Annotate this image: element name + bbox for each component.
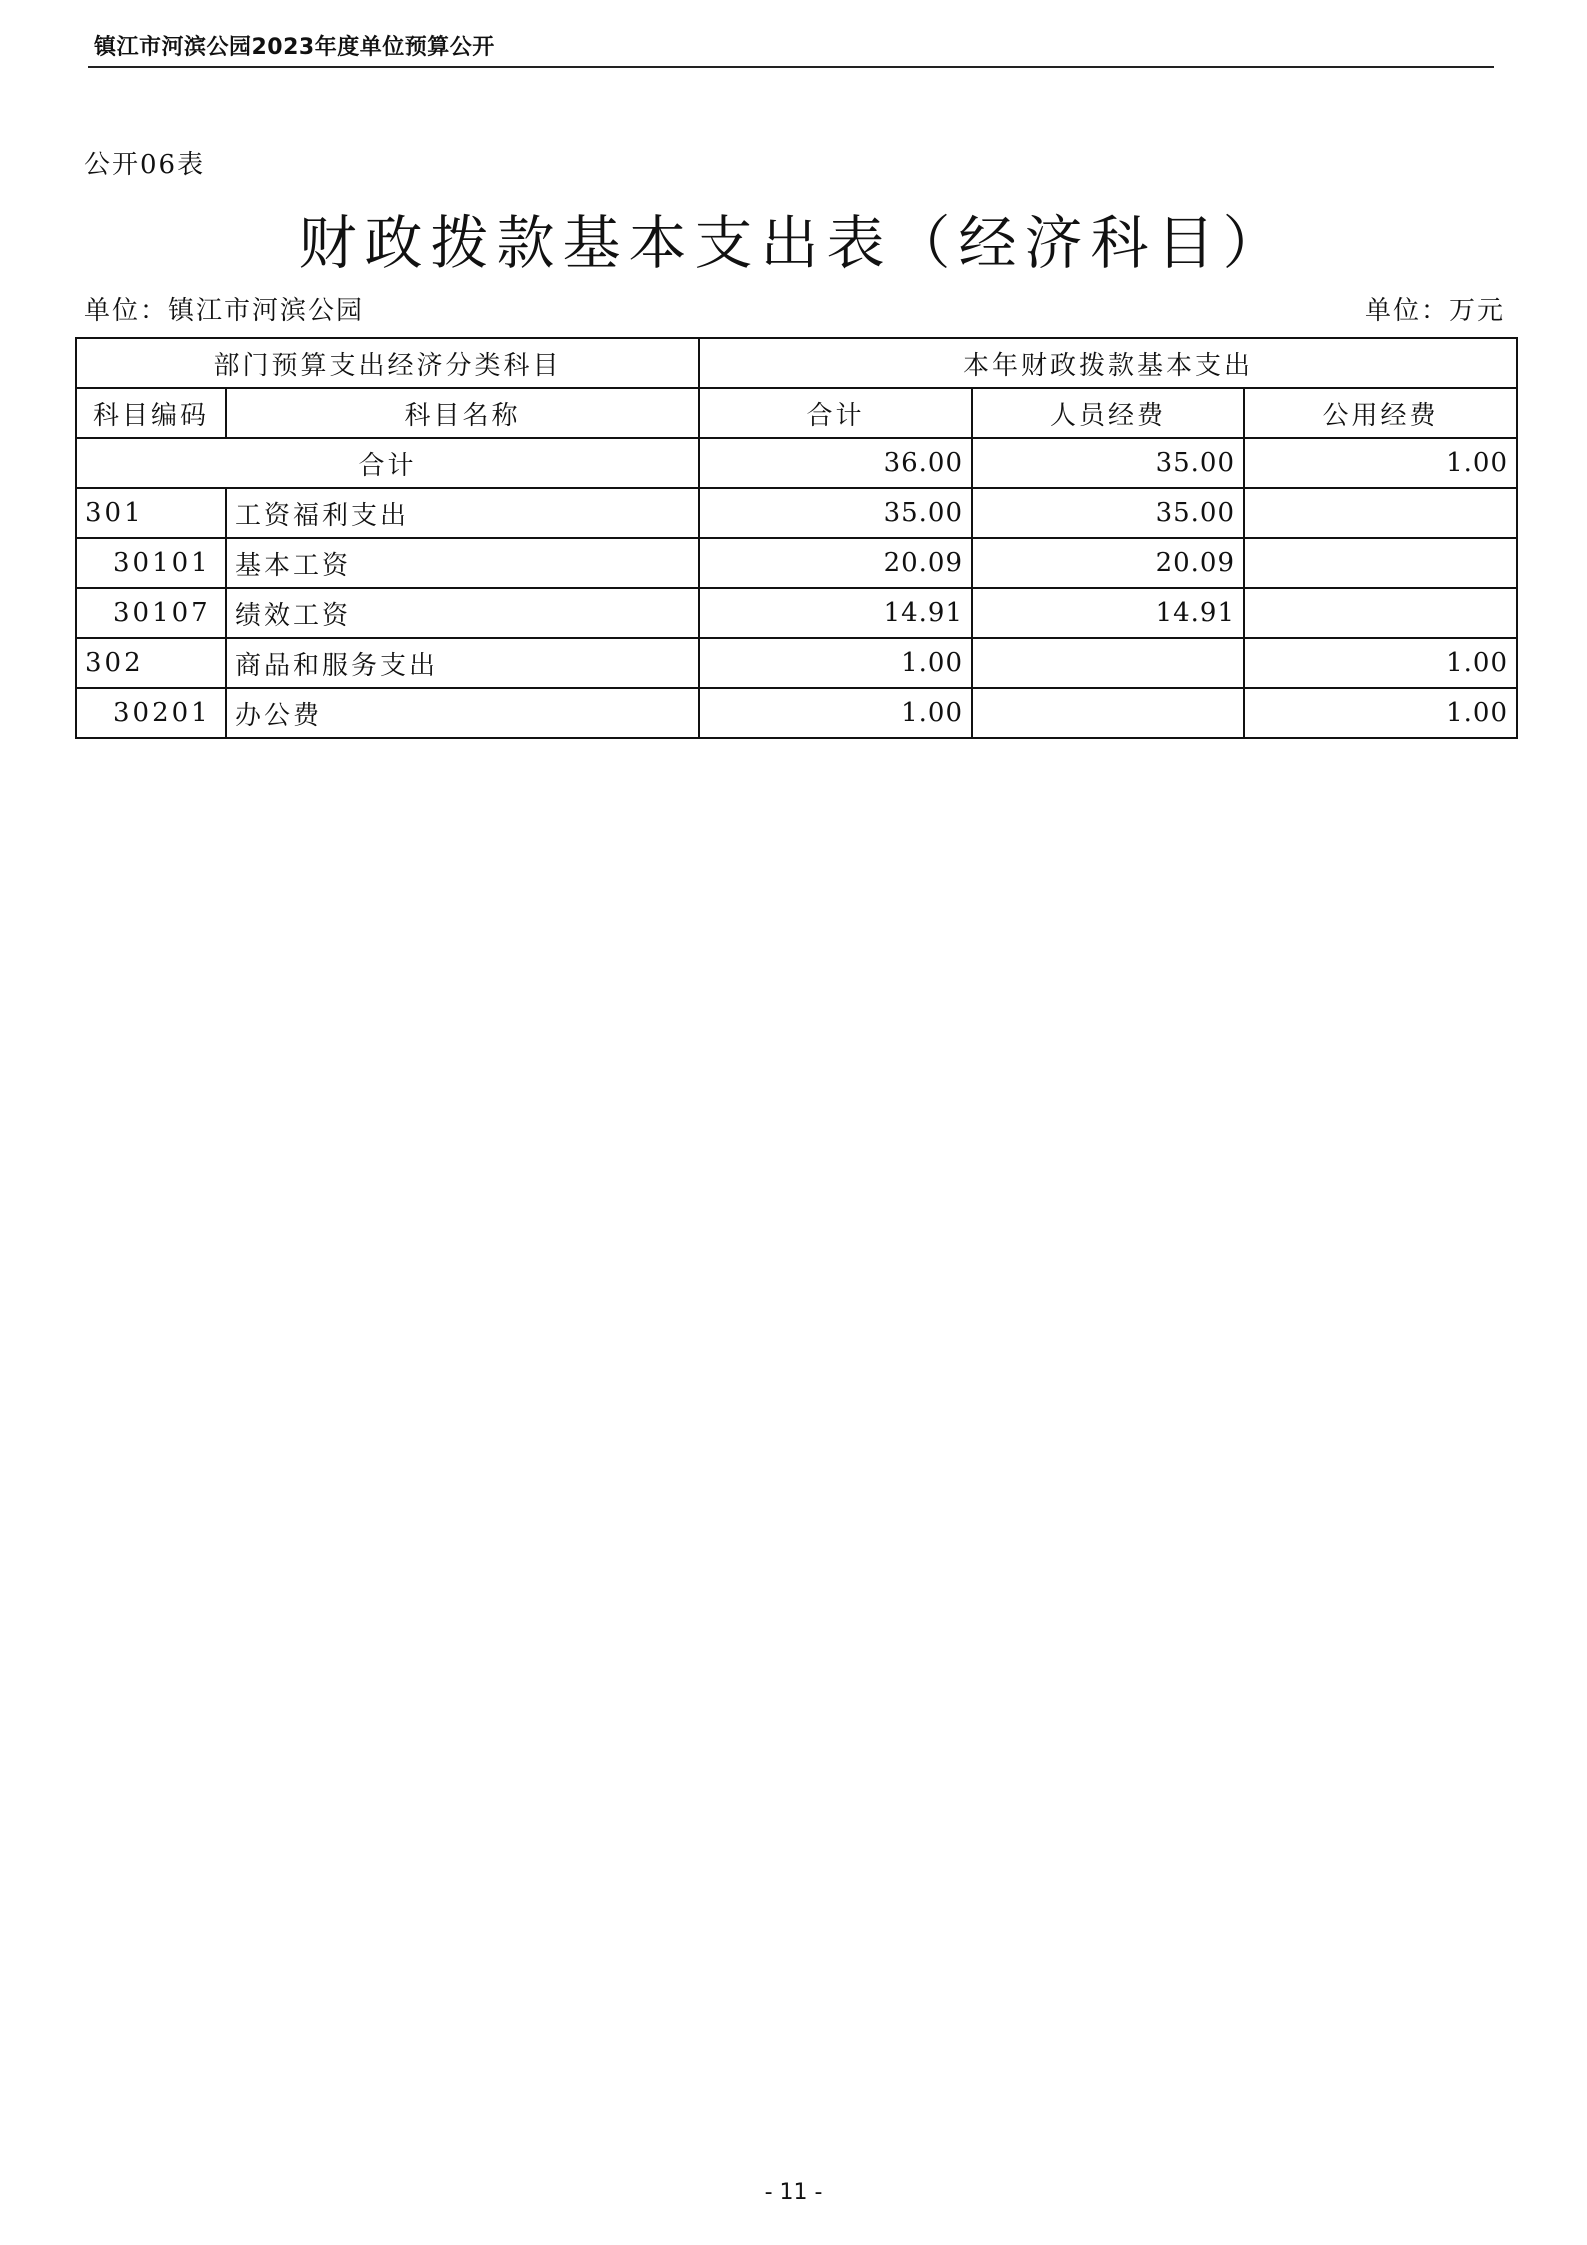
row-name: 绩效工资 <box>226 588 699 638</box>
currency-unit-label: 单位：万元 <box>1364 296 1505 326</box>
header-divider <box>88 66 1494 68</box>
row-public <box>1244 538 1517 588</box>
total-row-label: 合计 <box>76 438 699 488</box>
table-row <box>76 638 1517 688</box>
row-name: 办公费 <box>226 688 699 738</box>
table-column-header-row <box>76 388 1517 438</box>
table-row <box>76 538 1517 588</box>
row-personnel <box>972 688 1244 738</box>
table-code-label: 公开06表 <box>84 150 206 180</box>
group-header-classification: 部门预算支出经济分类科目 <box>76 338 699 388</box>
column-header-name: 科目名称 <box>226 388 699 438</box>
row-code: 301 <box>76 488 226 538</box>
group-header-basic-expenditure: 本年财政拨款基本支出 <box>699 338 1517 388</box>
total-row-public: 1.00 <box>1244 438 1517 488</box>
row-total: 1.00 <box>699 688 972 738</box>
table-row <box>76 588 1517 638</box>
row-total: 1.00 <box>699 638 972 688</box>
row-total: 35.00 <box>699 488 972 538</box>
document-title: 财政拨款基本支出表（经济科目） <box>298 209 1289 277</box>
row-total: 14.91 <box>699 588 972 638</box>
row-total: 20.09 <box>699 538 972 588</box>
table-row <box>76 488 1517 538</box>
column-header-code: 科目编码 <box>76 388 226 438</box>
table-row <box>76 688 1517 738</box>
column-header-public: 公用经费 <box>1244 388 1517 438</box>
row-personnel: 35.00 <box>972 488 1244 538</box>
row-code: 30201 <box>76 688 226 738</box>
total-row-personnel: 35.00 <box>972 438 1244 488</box>
organization-unit-label: 单位：镇江市河滨公园 <box>84 296 365 326</box>
row-code: 30101 <box>76 538 226 588</box>
row-code: 30107 <box>76 588 226 638</box>
total-row-total: 36.00 <box>699 438 972 488</box>
row-public <box>1244 588 1517 638</box>
row-name: 工资福利支出 <box>226 488 699 538</box>
row-personnel <box>972 638 1244 688</box>
row-public <box>1244 488 1517 538</box>
row-personnel: 14.91 <box>972 588 1244 638</box>
page-number: - 11 - <box>764 2180 823 2205</box>
row-code: 302 <box>76 638 226 688</box>
row-name: 基本工资 <box>226 538 699 588</box>
running-header-title: 镇江市河滨公园2023年度单位预算公开 <box>94 35 495 60</box>
row-personnel: 20.09 <box>972 538 1244 588</box>
budget-expenditure-table <box>75 337 1518 739</box>
column-header-personnel: 人员经费 <box>972 388 1244 438</box>
row-public: 1.00 <box>1244 688 1517 738</box>
table-group-header-row <box>76 338 1517 388</box>
row-name: 商品和服务支出 <box>226 638 699 688</box>
row-public: 1.00 <box>1244 638 1517 688</box>
table-total-row <box>76 438 1517 488</box>
column-header-total: 合计 <box>699 388 972 438</box>
